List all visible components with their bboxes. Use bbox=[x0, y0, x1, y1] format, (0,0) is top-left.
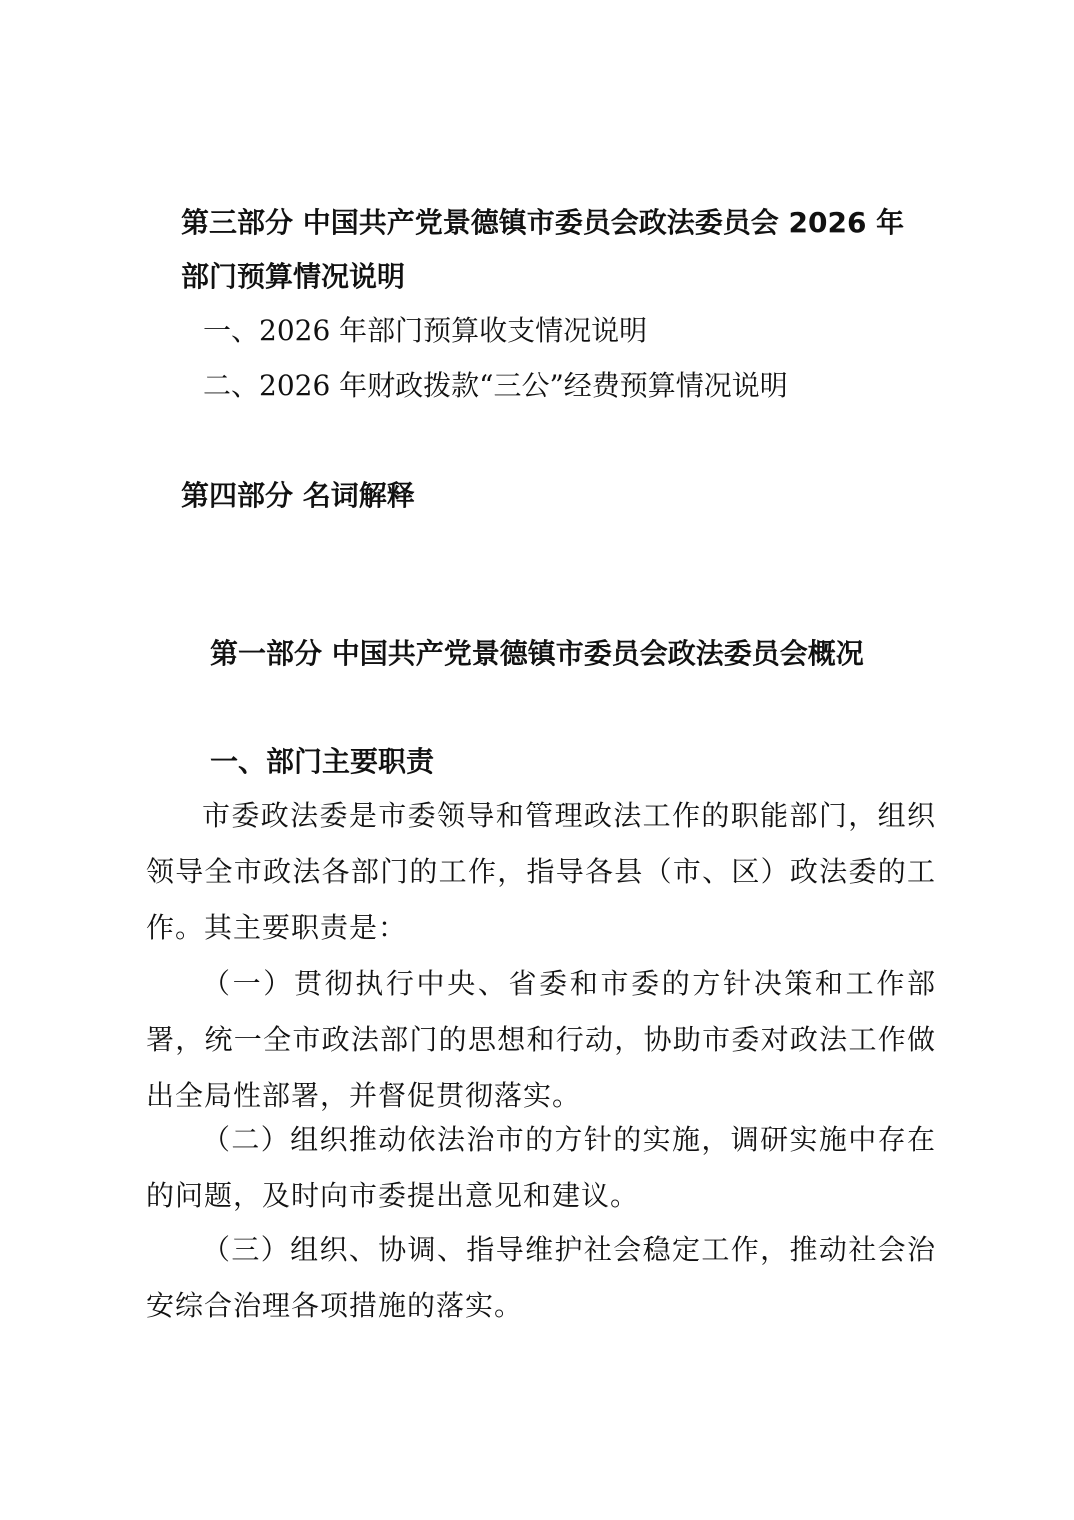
toc-part3-title-line1: 第三部分 中国共产党景德镇市委员会政法委员会 2026 年 bbox=[181, 206, 905, 239]
toc-part3-title-line2: 部门预算情况说明 bbox=[181, 260, 406, 293]
duty-paragraph-3: （三）组织、协调、指导维护社会稳定工作，推动社会治安综合治理各项措施的落实。 bbox=[146, 1233, 936, 1322]
toc-part4-title: 第四部分 名词解释 bbox=[181, 479, 415, 512]
toc-part3-item-1: 一、2026 年部门预算收支情况说明 bbox=[203, 314, 648, 347]
duty-paragraph-2: （二）组织推动依法治市的方针的实施，调研实施中存在的问题，及时向市委提出意见和建议。 bbox=[146, 1123, 936, 1212]
duty-paragraph-1: （一）贯彻执行中央、省委和市委的方针决策和工作部署，统一全市政法部门的思想和行动，协助市委对政法工作做出全局性部署，并督促贯彻落实。 bbox=[146, 967, 936, 1112]
subheading-main-duties: 一、部门主要职责 bbox=[210, 745, 435, 778]
intro-paragraph: 市委政法委是市委领导和管理政法工作的职能部门，组织领导全市政法各部门的工作，指导各县（市、区）政法委的工作。其主要职责是： bbox=[146, 799, 936, 944]
toc-part3-item-2: 二、2026 年财政拨款“三公”经费预算情况说明 bbox=[203, 369, 788, 402]
section-title: 第一部分 中国共产党景德镇市委员会政法委员会概况 bbox=[210, 637, 864, 670]
